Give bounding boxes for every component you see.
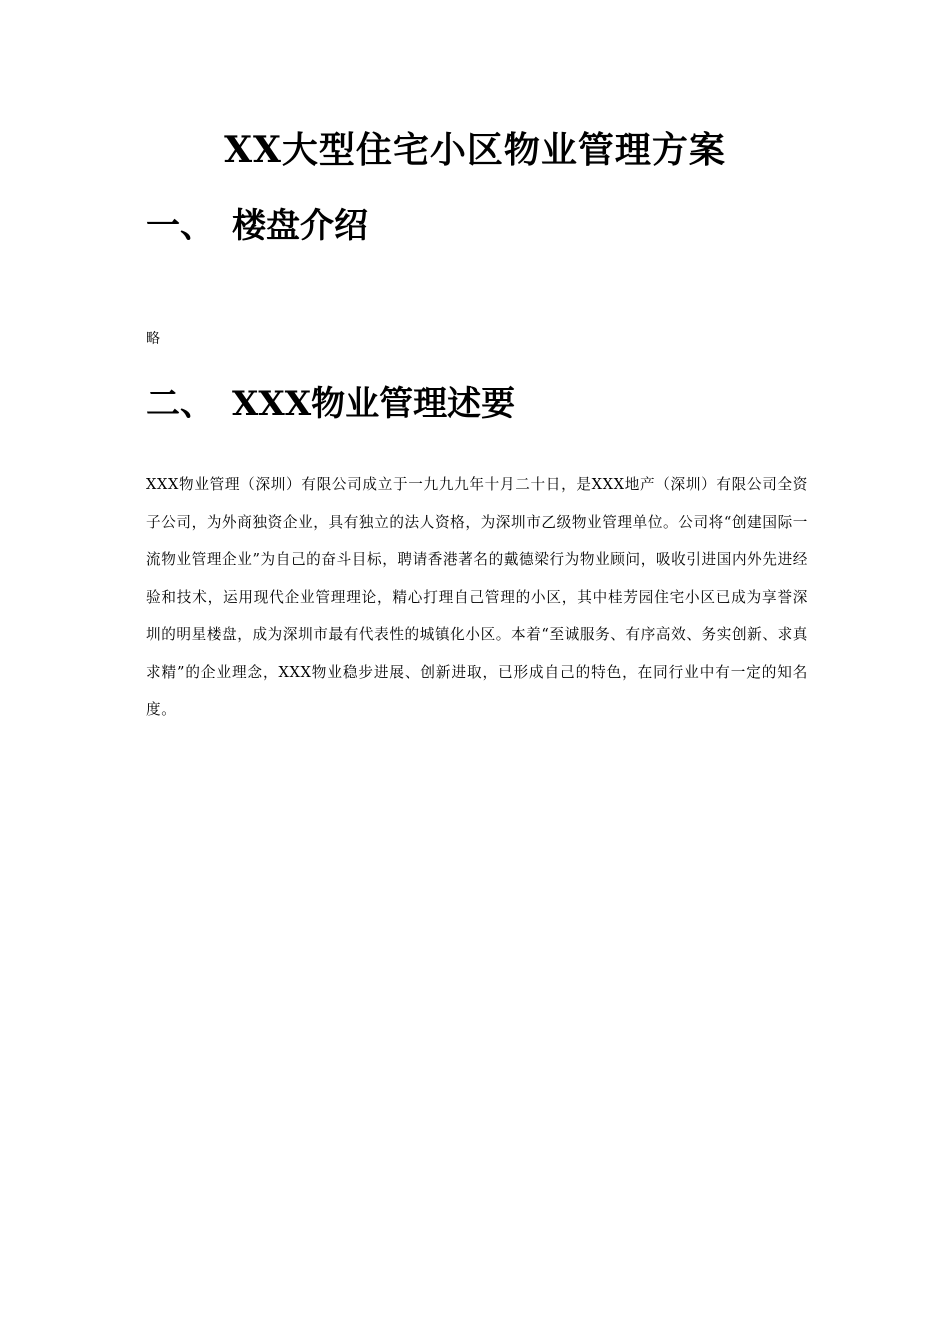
section-number: 一、 [146,206,214,246]
section-body-1: 略 [146,331,160,347]
section-title: XXX物业管理述要 [232,384,516,424]
section-body-2: XXX物业管理（深圳）有限公司成立于一九九九年十月二十日，是XXX地产（深圳）有限公司全资子公司，为外商独资企业，具有独立的法人资格，为深圳市乙级物业管理单位。公司将“创建国际一流物业管理企业”为自己的奋斗目标，聘请香港著名的戴德梁行为物业顾问，吸收引进国内外先进经验和技术，运用现代企业管理理论，精心打理自己管理的小区，其中桂芳园住宅小区已成为享誉深圳的明星楼盘，成为深圳市最有代表性的城镇化小区。本着“至诚服务、有序高效、务实创新、求真求精”的企业理念，XXX物业稳步进展、创新进取，已形成自己的特色，在同行业中有一定的知名度。 [146,476,808,718]
document-title: XX大型住宅小区物业管理方案 [224,129,726,171]
section-number: 二、 [146,384,214,424]
section-heading-1 [146,202,368,250]
section-heading-2 [146,380,515,428]
section-title: 楼盘介绍 [232,206,368,246]
